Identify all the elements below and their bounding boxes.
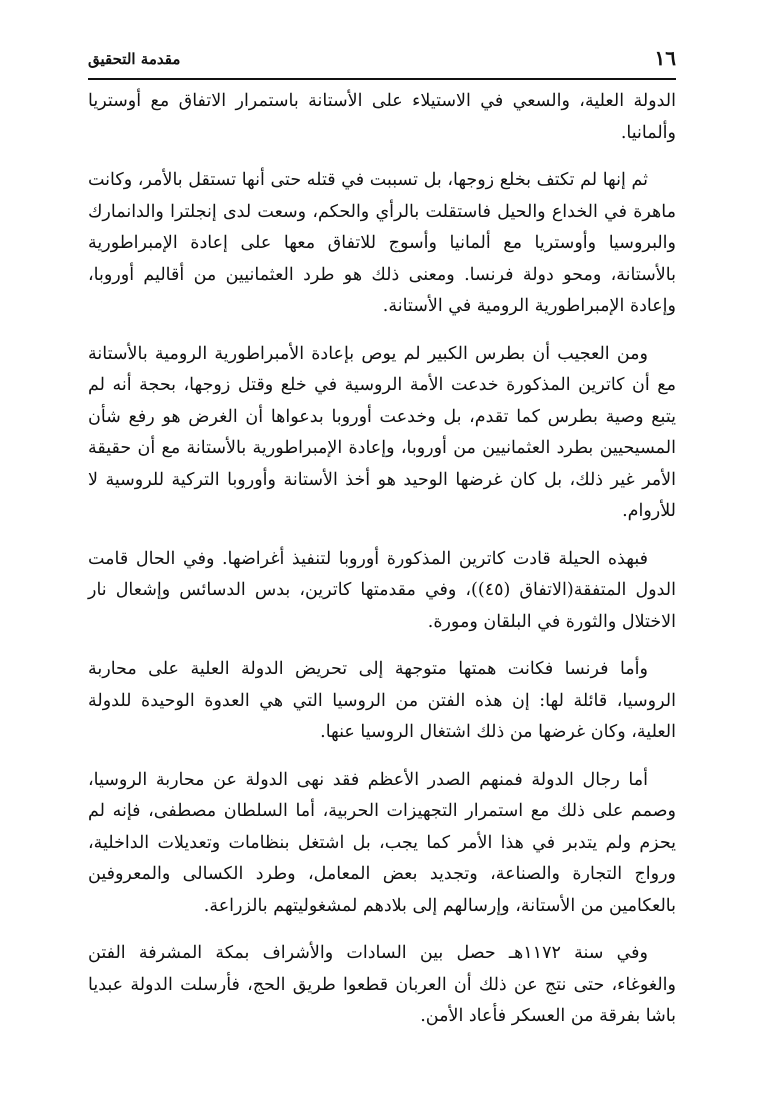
- page-body: [88, 86, 676, 1049]
- paragraph: ثم إنها لم تكتف بخلع زوجها، بل تسببت في قتله حتى أنها تستقل بالأمر، وكانت ماهرة في الخداع والحيل فاستقلت بالرأي والحكم، وسعت لدى إنجلترا والدانمارك والبروسيا وأوستريا مع ألمانيا وأسوج للاتفاق معها على إعادة الإمبراطورية بالأستانة، ومحو دولة فرنسا. ومعنى ذلك هو طرد العثمانيين من أقاليم أوروبا، وإعادة الإمبراطورية الرومية في الأستانة.: [88, 170, 676, 316]
- paragraph-continuation: الدولة العلية، والسعي في الاستيلاء على الأستانة باستمرار الاتفاق مع أوستريا وألمانيا.: [88, 91, 676, 143]
- page-number: ١٦: [654, 46, 676, 70]
- paragraph: أما رجال الدولة فمنهم الصدر الأعظم فقد نهى الدولة عن محاربة الروسيا، وصمم على ذلك مع استمرار التجهيزات الحربية، أما السلطان مصطفى، فإنه لم يحزم ولم يتدبر في هذا الأمر كما يجب، بل اشتغل بنظامات وتعديلات الداخلية، ورواج التجارة والصناعة، وتجديد بعض المعامل، وطرد الكسالى والمعروفين بالعكامين من الأستانة، وإرسالهم إلى بلادهم لمشغوليتهم بالزراعة.: [88, 769, 676, 916]
- page-header: [88, 44, 676, 80]
- running-title: مقدمة التحقيق: [88, 50, 181, 68]
- paragraph: وأما فرنسا فكانت همتها متوجهة إلى تحريض الدولة العلية على محاربة الروسيا، قائلة لها: إن هذه الفتن من الروسيا التي هي العدوة الوحيدة للدولة العلية، وكان غرضها من ذلك اشتغال الروسيا عنها.: [88, 659, 676, 742]
- paragraph: ومن العجيب أن بطرس الكبير لم يوص بإعادة الأمبراطورية الرومية بالأستانة مع أن كاترين المذكورة خدعت الأمة الروسية في خلع وقتل زوجها، بحجة أنه لم يتبع وصية بطرس كما تقدم، بل وخدعت أوروبا بدعواها أن الغرض هو رفع شأن المسيحيين بطرد العثمانيين من أوروبا، وإعادة الإمبراطورية بالأستانة مع أن حقيقة الأمر غير ذلك، بل كان غرضها الوحيد هو أخذ الأستانة وأوروبا التركية للروسية لا للأروام.: [88, 343, 676, 521]
- paragraph: وفي سنة ١١٧٢هـ حصل بين السادات والأشراف بمكة المشرفة الفتن والغوغاء، حتى نتج عن ذلك أن العربان قطعوا طريق الحج، فأرسلت الدولة عبديا باشا بفرقة من العسكر فأعاد الأمن.: [88, 943, 676, 1026]
- paragraph: فبهذه الحيلة قادت كاترين المذكورة أوروبا لتنفيذ أغراضها. وفي الحال قامت الدول المتفقة(الاتفاق (٤٥))، وفي مقدمتها كاترين، بدس الدسائس وإشعال نار الاختلال والثورة في البلقان ومورة.: [88, 548, 677, 632]
